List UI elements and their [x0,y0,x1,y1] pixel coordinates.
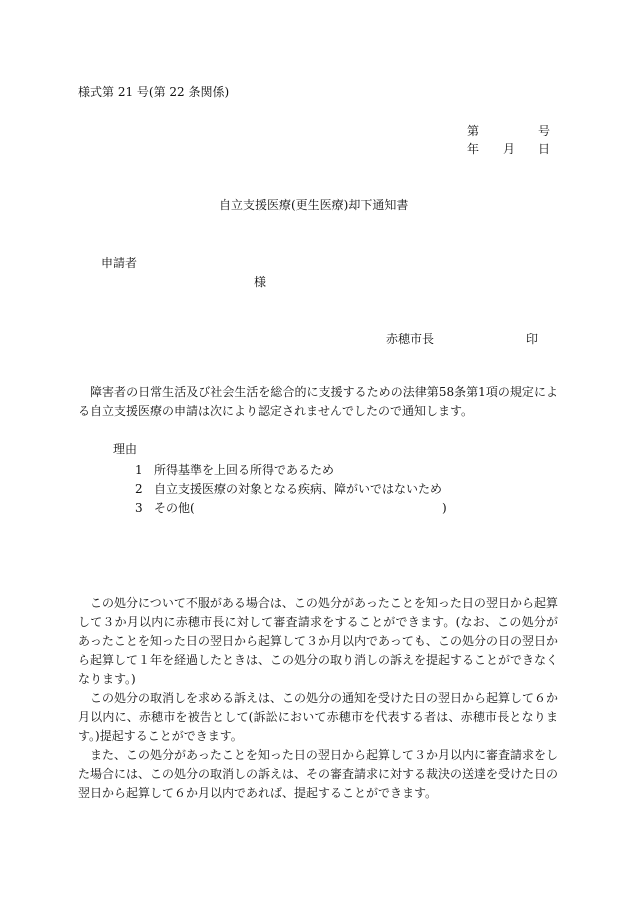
reason-text: その他( [154,501,195,515]
doc-number-suffix: 号 [538,124,551,138]
applicant-label: 申請者 [101,256,138,270]
notice-paragraph: また、この処分があったことを知った日の翌日から起算して３か月以内に審査請求をした場合には、この処分の取消しの訴えは、その審査請求に対する裁決の送達を受けた日の翌日から起算して６か月以内であれば、提起することができます。 [78,748,559,800]
date-month: 月 [503,142,516,156]
document-title: 自立支援医療(更生医療)却下通知書 [219,198,409,212]
reason-text: 自立支援医療の対象となる疾病、障がいではないため [154,482,443,496]
reason-text: 所得基準を上回る所得であるため [154,463,335,477]
reason-number: 1 [135,463,143,477]
issuer-name: 赤穂市長 [386,332,435,346]
seal-mark: 印 [526,332,539,346]
date-day: 日 [538,142,551,156]
appeal-notice [78,594,558,803]
reason-number: 3 [135,501,143,515]
reasons-heading: 理由 [113,442,138,456]
notice-paragraph: この処分について不服がある場合は、この処分があったことを知った日の翌日から起算して３か月以内に赤穂市長に対して審査請求をすることができます。(なお、この処分があったことを知った日の翌日から起算して３か月以内であっても、この処分の日の翌日から起算して１年を経過したときは、この処分の取り消しの訴えを提起することができなくなります。) [78,596,559,686]
reason-close-paren: ) [442,501,447,515]
form-label: 様式第 21 号(第 22 条関係) [78,85,230,99]
date-year: 年 [467,142,480,156]
doc-number-prefix: 第 [467,124,480,138]
notice-paragraph: この処分の取消しを求める訴えは、この処分の通知を受けた日の翌日から起算して６か月以内に、赤穂市を被告として(訴訟において赤穂市を代表する者は、赤穂市長となります。)提起することができます。 [78,691,559,743]
applicant-honorific: 様 [254,275,267,289]
intro-paragraph: 障害者の日常生活及び社会生活を総合的に支援するための法律第58条第1項の規定による自立支援医療の申請は次により認定されませんでしたので通知します。 [78,385,558,418]
reason-number: 2 [135,482,143,496]
